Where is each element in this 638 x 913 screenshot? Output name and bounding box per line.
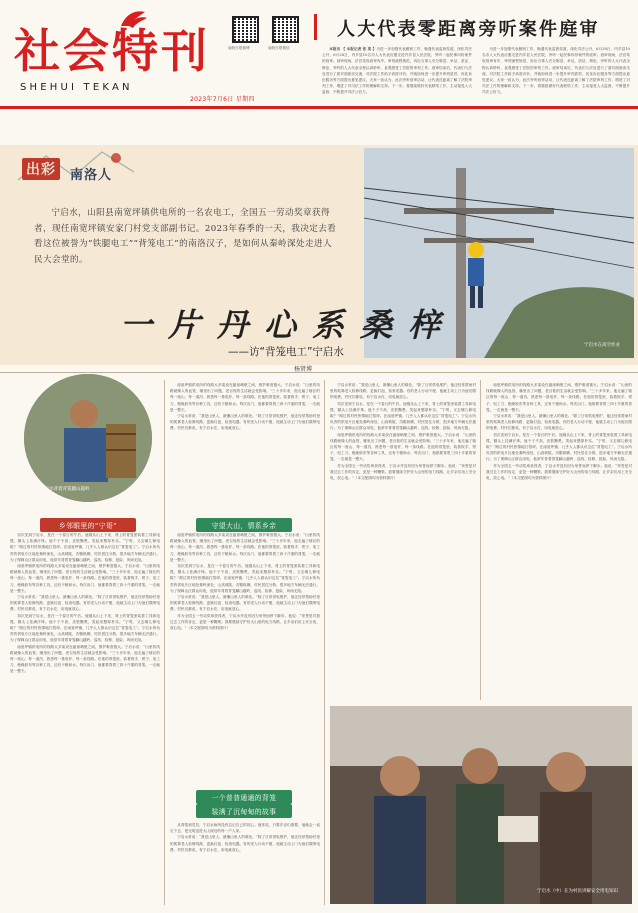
column-divider-3 [480,380,481,700]
portrait-photo [24,374,152,502]
issue-date: 2023年7月6日 星期四 [190,96,255,103]
top-byline: 本报讯 【 本报记者 张 莫 】 [329,47,377,51]
feature-col1 [10,532,160,904]
portrait-illustration-icon [24,374,152,502]
feature-col1-text-c: 宁启水常说：“我是山里人，最懂山里人的难处。”除了日常供电维护，他还经常帮助村里的孤寡老人检修线路、更换灯泡、检查电器。有的老人行动不便，他就主动上门为他们缴纳电费。村民们都说，有宁启水在，用电就放心。 [10,595,160,612]
feature-col1-text-e: 南宽坪镇供电所的线路大多架设在悬崖峭壁之间，维护难度极大。宁启水说：“山里的线路就像人的血管，哪里出了问题，老百姓的生活就会受影响。”三十多年来，他走遍了辖区的每一座山、每一道沟，熟悉每一基电杆、每一条线路。在他的背笼里，装着扳手、钳子、电工刀、绝缘胶布等各种工具，还有干粮和水。每次出门，他都要背着三四十斤重的背笼，一走就是一整天。 [10,644,160,674]
masthead-title: 社会特刊 [14,24,210,78]
feature-col3-text-b: 初次见到宁启水，是在一个春日的午后。他刚从山上下来，背上的背笼里装着工具和电缆，额头上挂满汗珠。他个子不高，皮肤黝黑，笑起来憨厚朴实。“宁哥，又去哪儿修电啦？”路过的村民热情地打招呼。在南宽坪镇，几乎人人都认识这位“背笼电工”。宁启水所负责的供电片区地处秦岭深处，山高坡陡，沟壑纵横，村民居住分散，很多地方车辆无法通行。为了保障山区群众用电，他常年背着背笼翻山越岭，巡线、检修、抢险，风雨无阻。 [330,401,476,431]
feature-col3-text-d: 作为全国五一劳动奖章获得者，宁启水并没有因为荣誉而停下脚步。他说：“荣誉是对我过去工作的肯定，更是一种鞭策。我要继续守护好大山里的电力线路，让乡亲们用上安全电、放心电。”（本文配图均为资料图片） [330,463,476,481]
feature-col2-top-text: 南宽坪镇供电所的线路大多架设在悬崖峭壁之间，维护难度极大。宁启水说：“山里的线路就像人的血管，哪里出了问题，老百姓的生活就会受影响。”三十多年来，他走遍了辖区的每一座山、每一道沟，熟悉每一基电杆、每一条线路。在他的背笼里，装着扳手、钳子、电工刀、绝缘胶布等各种工具，还有干粮和水。每次出门，他都要背着三四十斤重的背笼，一走就是一整天。 [170,383,320,412]
feature-col1-text-b: 南宽坪镇供电所的线路大多架设在悬崖峭壁之间，维护难度极大。宁启水说：“山里的线路就像人的血管，哪里出了问题，老百姓的生活就会受影响。”三十多年来，他走遍了辖区的每一座山、每一道沟，熟悉每一基电杆、每一条线路。在他的背笼里，装着扳手、钳子、电工刀、绝缘胶布等各种工具，还有干粮和水。每次出门，他都要背着三四十斤重的背笼，一走就是一整天。 [10,564,160,593]
feature-col3 [330,382,476,700]
top-article-body-cont: 为进一步加强代表履职工作，畅通代表监督渠道，深化司法公开，6月28日，内乡县10名市人大代表应邀走进内乡县人民法院，旁听一起民事纠纷案件的庭审。庭审现场，法官驾驭庭审有序，审判流程规范，诉讼当事人充分陈述、举证、质证、辩论，旁听的人大代表全程认真聆听，直观感受了法院的审判工作。庭审结束后，代表们与法官进行了面对面座谈交流，对法院工作给予高度评价，并就如何进一步提升审判质效、优化诉讼服务等方面提出意见建议。大家一致认为，此次旁听庭审活动，让代表近距离了解了法院审判工作，增进了对司法工作的理解和支持。下一步，将继续做好代表联络工作，主动接受人大监督，不断提升司法公信力。 [482,47,630,95]
section-tag-sub: 南洛人 [70,168,113,183]
subhead-1: 乡邻眼里的“宁哥” [40,518,136,532]
feature-subtitle: ——访“背笼电工”宁启水 [228,346,344,358]
subhead-4: 装满了沉甸甸的故事 [196,804,292,818]
top-headline: 人大代表零距离旁听案件庭审 [337,19,600,40]
feature-col4-text-c: 初次见到宁启水，是在一个春日的午后。他刚从山上下来，背上的背笼里装着工具和电缆，额头上挂满汗珠。他个子不高，皮肤黝黑，笑起来憨厚朴实。“宁哥，又去哪儿修电啦？”路过的村民热情地打招呼。在南宽坪镇，几乎人人都认识这位“背笼电工”。宁启水所负责的供电片区地处秦岭深处，山高坡陡，沟壑纵横，村民居住分散，很多地方车辆无法通行。为了保障山区群众用电，他常年背着背笼翻山越岭，巡线、检修、抢险，风雨无阻。 [486,432,632,462]
feature-col1-text-d: 初次见到宁启水，是在一个春日的午后。他刚从山上下来，背上的背笼里装着工具和电缆，额头上挂满汗珠。他个子不高，皮肤黝黑，笑起来憨厚朴实。“宁哥，又去哪儿修电啦？”路过的村民热情地打招呼。在南宽坪镇，几乎人人都认识这位“背笼电工”。宁启水所负责的供电片区地处秦岭深处，山高坡陡，沟壑纵横，村民居住分散，很多地方车辆无法通行。为了保障山区群众用电，他常年背着背笼翻山越岭，巡线、检修、抢险，风雨无阻。 [10,613,160,643]
subhead-2: 守望大山，情系乡亲 [196,518,292,532]
photo-caption-bottom: 宁启水（中）在为村民讲解安全用电知识 [537,889,618,894]
feature-col3-text: 宁启水常说：“我是山里人，最懂山里人的难处。”除了日常供电维护，他还经常帮助村里的孤寡老人检修线路、更换灯泡、检查电器。有的老人行动不便，他就主动上门为他们缴纳电费。村民们都说，有宁启水在，用电就放心。 [330,383,476,400]
feature-col1-text: 初次见到宁启水，是在一个春日的午后。他刚从山上下来，背上的背笼里装着工具和电缆，额头上挂满汗珠。他个子不高，皮肤黝黑，笑起来憨厚朴实。“宁哥，又去哪儿修电啦？”路过的村民热情地打招呼。在南宽坪镇，几乎人人都认识这位“背笼电工”。宁启水所负责的供电片区地处秦岭深处，山高坡陡，沟壑纵横，村民居住分散，很多地方车辆无法通行。为了保障山区群众用电，他常年背着背笼翻山越岭，巡线、检修、抢险，风雨无阻。 [10,533,160,562]
feature-col2-text-d: 作为全国五一劳动奖章获得者，宁启水并没有因为荣誉而停下脚步。他说：“荣誉是对我过去工作的肯定，更是一种鞭策。我要继续守护好大山里的电力线路，让乡亲们用上安全电、放心电。”（本文配图均为资料图片） [170,613,320,631]
feature-col2-top [170,382,320,514]
qr-label-2: 南阳日报微信 [268,46,290,50]
feature-col2 [170,532,320,780]
feature-intro: 宁启水，山阳县南宽坪镇供电所的一名农电工，全国五一劳动奖章获得者，现任南宽坪镇安家门村党支部副书记。2023年春季的一天，我决定去看看这位被誉为“铁腿电工”“背笼电工”的南洛汉子，是如何从秦岭深处走进人民大会堂的。 [34,208,337,265]
section-tag-main: 出彩 [22,158,60,180]
feature-col2-top-text-b: 宁启水常说：“我是山里人，最懂山里人的难处。”除了日常供电维护，他还经常帮助村里的孤寡老人检修线路、更换灯泡、检查电器。有的老人行动不便，他就主动上门为他们缴纳电费。村民们都说，有宁启水在，用电就放心。 [170,414,320,431]
feature-author: 杨贤博 [294,366,313,373]
column-divider-2 [324,380,325,905]
feature-col2-text-c: 宁启水常说：“我是山里人，最懂山里人的难处。”除了日常供电维护，他还经常帮助村里的孤寡老人检修线路、更换灯泡、检查电器。有的老人行动不便，他就主动上门为他们缴纳电费。村民们都说，有宁启水在，用电就放心。 [170,595,320,612]
masthead-pinyin: SHEHUI TEKAN [20,82,133,93]
feature-col2-bottom [170,822,320,904]
qr-label-1: 南阳日报微博 [228,46,250,50]
feature-col2-bottom-text-b: 宁启水常说：“我是山里人，最懂山里人的难处。”除了日常供电维护，他还经常帮助村里的孤寡老人检修线路、更换灯泡、检查电器。有的老人行动不便，他就主动上门为他们缴纳电费。村民们都说，有宁启水在，用电就放心。 [170,835,320,852]
feature-col4-text-d: 作为全国五一劳动奖章获得者，宁启水并没有因为荣誉而停下脚步。他说：“荣誉是对我过去工作的肯定，更是一种鞭策。我要继续守护好大山里的电力线路，让乡亲们用上安全电、放心电。”（本文配图均为资料图片） [486,463,632,481]
top-article-body: 为进一步加强代表履职工作，畅通代表监督渠道，深化司法公开，6月28日，内乡县10名市人大代表应邀走进内乡县人民法院，旁听一起民事纠纷案件的庭审。庭审现场，法官驾驭庭审有序，审判流程规范，诉讼当事人充分陈述、举证、质证、辩论，旁听的人大代表全程认真聆听，直观感受了法院的审判工作。庭审结束后，代表们与法官进行了面对面座谈交流，对法院工作给予高度评价，并就如何进一步提升审判质效、优化诉讼服务等方面提出意见建议。大家一致认为，此次旁听庭审活动，让代表近距离了解了法院审判工作，增进了对司法工作的理解和支持。下一步，将继续做好代表联络工作，主动接受人大监督，不断提升司法公信力。 [322,47,472,95]
feature-col4-text: 南宽坪镇供电所的线路大多架设在悬崖峭壁之间，维护难度极大。宁启水说：“山里的线路就像人的血管，哪里出了问题，老百姓的生活就会受影响。”三十多年来，他走遍了辖区的每一座山、每一道沟，熟悉每一基电杆、每一条线路。在他的背笼里，装着扳手、钳子、电工刀、绝缘胶布等各种工具，还有干粮和水。每次出门，他都要背着三四十斤重的背笼，一走就是一整天。 [486,383,632,412]
photo-caption-left: 宁启水背着背笼翻山越岭 [40,487,90,492]
feature-col2-bottom-text: 从背笼到党员，宁启水始终没有忘记自己的初心。他常说，只要乡亲们需要，他就会一直走下去，把光明送进大山深处的每一户人家。 [170,823,320,834]
feature-col3-text-c: 南宽坪镇供电所的线路大多架设在悬崖峭壁之间，维护难度极大。宁启水说：“山里的线路就像人的血管，哪里出了问题，老百姓的生活就会受影响。”三十多年来，他走遍了辖区的每一座山、每一道沟，熟悉每一基电杆、每一条线路。在他的背笼里，装着扳手、钳子、电工刀、绝缘胶布等各种工具，还有干粮和水。每次出门，他都要背着三四十斤重的背笼，一走就是一整天。 [330,432,476,462]
top-article-col1 [322,46,472,144]
section-rule [0,372,638,373]
headline-marker [314,14,317,40]
group-photo [330,706,632,904]
photo-caption-top: 宁启水在高空作业 [584,343,620,348]
weibo-qr-icon [232,16,259,43]
subhead-3: 一个普普通通的背笼 [196,790,292,804]
feature-title: 一片丹心系桑梓 [120,306,457,344]
column-divider-1 [164,380,165,905]
wechat-qr-icon [272,16,299,43]
feature-col2-text-b: 初次见到宁启水，是在一个春日的午后。他刚从山上下来，背上的背笼里装着工具和电缆，额头上挂满汗珠。他个子不高，皮肤黝黑，笑起来憨厚朴实。“宁哥，又去哪儿修电啦？”路过的村民热情地打招呼。在南宽坪镇，几乎人人都认识这位“背笼电工”。宁启水所负责的供电片区地处秦岭深处，山高坡陡，沟壑纵横，村民居住分散，很多地方车辆无法通行。为了保障山区群众用电，他常年背着背笼翻山越岭，巡线、检修、抢险，风雨无阻。 [170,564,320,593]
feature-col4-text-b: 宁启水常说：“我是山里人，最懂山里人的难处。”除了日常供电维护，他还经常帮助村里的孤寡老人检修线路、更换灯泡、检查电器。有的老人行动不便，他就主动上门为他们缴纳电费。村民们都说，有宁启水在，用电就放心。 [486,414,632,431]
top-article-col2 [482,46,630,144]
group-illustration-icon [330,706,632,904]
feature-col2-text: 南宽坪镇供电所的线路大多架设在悬崖峭壁之间，维护难度极大。宁启水说：“山里的线路就像人的血管，哪里出了问题，老百姓的生活就会受影响。”三十多年来，他走遍了辖区的每一座山、每一道沟，熟悉每一基电杆、每一条线路。在他的背笼里，装着扳手、钳子、电工刀、绝缘胶布等各种工具，还有干粮和水。每次出门，他都要背着三四十斤重的背笼，一走就是一整天。 [170,533,320,562]
feature-col4 [486,382,632,700]
